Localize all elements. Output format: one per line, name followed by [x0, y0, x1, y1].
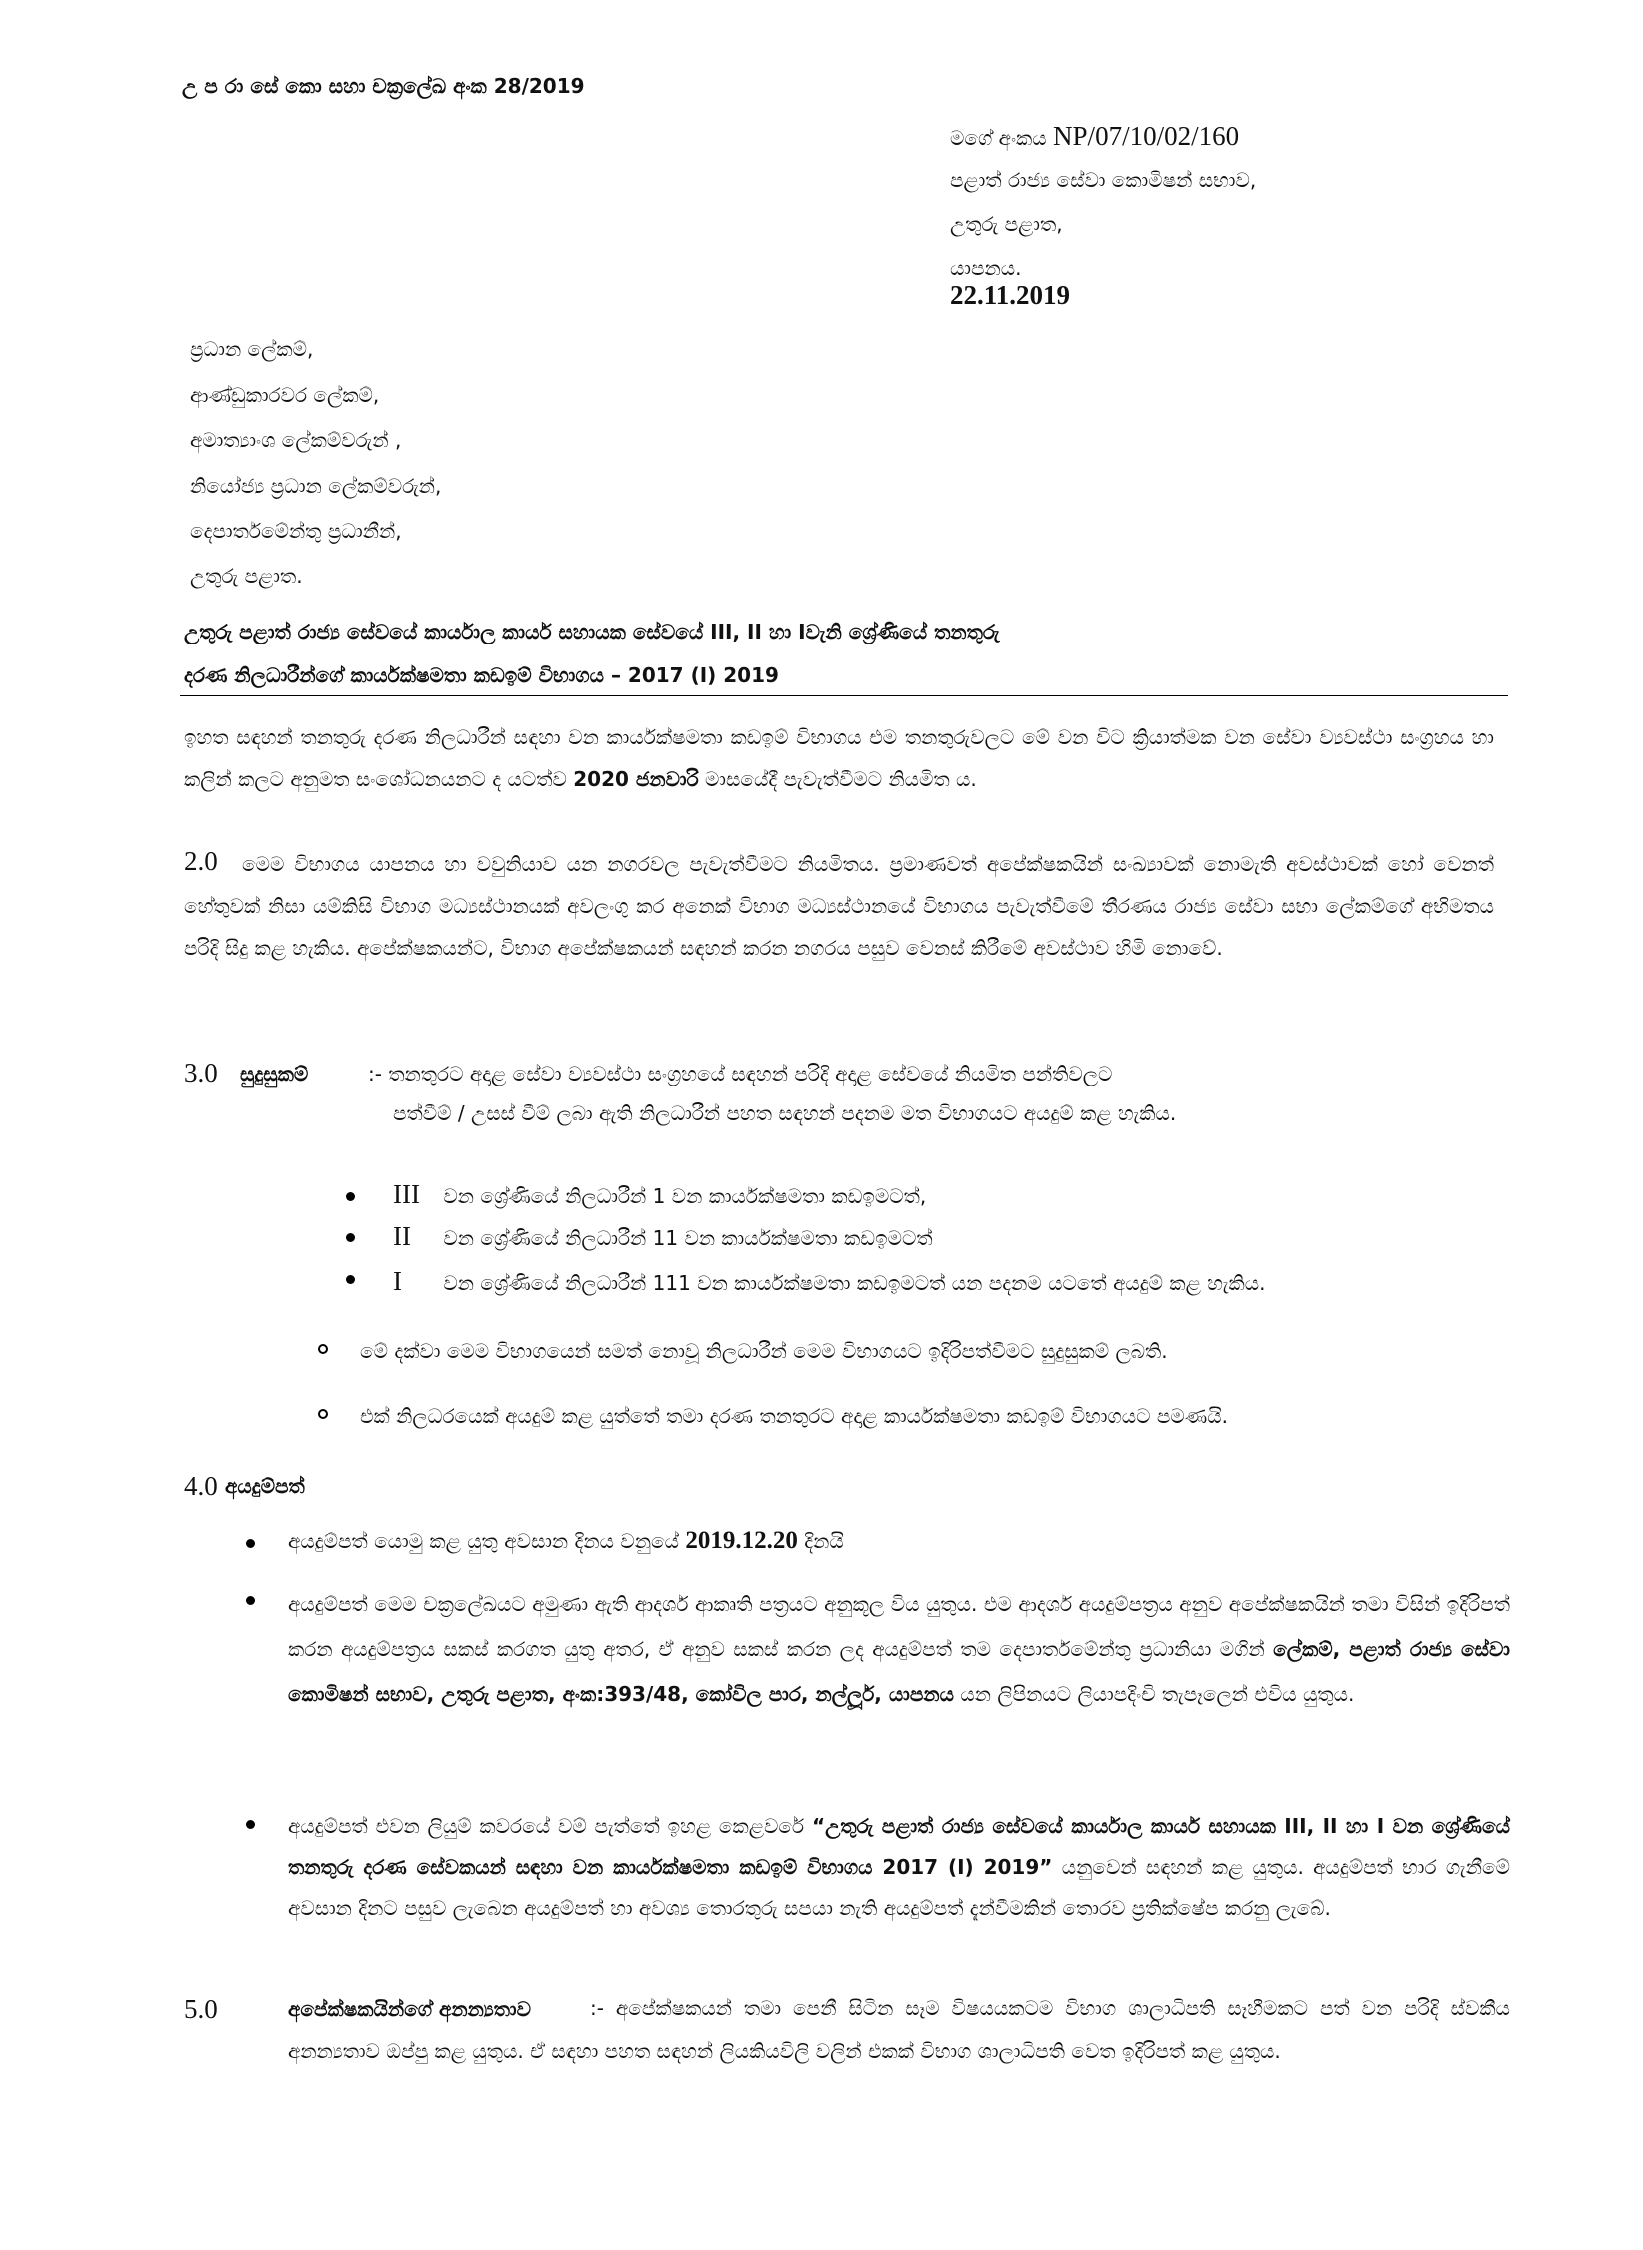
addressee-6: උතුරු පළාත.	[190, 564, 303, 588]
grade-label: II	[393, 1221, 411, 1251]
envelope-end: යනුවෙන් සඳහන් කළ යුතුය. අයදුම්පත් භාර ගැනීමේ අවසාන දිනට පසුව ලැබෙන අයදුම්පත් හා අවශ්‍ය තොරතුරු සපයා නැති අයදුම්පත් දැන්වීමකින් තොරව ප්‍රතික්ෂේප කරනු ලැබේ.	[288, 1855, 1510, 1920]
circular-number: උ ප රා සේ කො සහා චක්‍රලේඛ අංක 28/2019	[182, 74, 585, 98]
subject-underline	[180, 695, 1508, 696]
section-5-text: :- අපේක්ෂකයන් තමා පෙනී සිටින සෑම විෂයයකටම විභාග ශාලාධිපති සෑහීමකට පත් වන පරිදි ස්වකීය අනන්‍යතාව ඔප්පු කළ යුතුය. ඒ සඳහා පහත සඳහන් ලියකියවිලි වලින් එකක් විභාග ශාලාධිපති වෙත ඉදිරිපත් කළ යුතුය.	[288, 1996, 1510, 2063]
addressee-5: දෙපාර්තමේන්තු ප්‍රධානීන්,	[190, 519, 402, 543]
office-line-3: යාපනය.	[950, 256, 1022, 280]
grade-III-item	[393, 1178, 926, 1210]
grade-label: III	[393, 1179, 420, 1209]
envelope-item	[288, 1806, 1510, 1929]
format-text: අයදුම්පත් මෙම චක්‍රලේඛයට අමුණා ඇති ආදර්ශ ආකෘති පත්‍රයට අනුකූල විය යුතුය. එම ආදර්ශ අයදුම්පත්‍රය අනුව අපේක්ෂකයින් තමා විසින් ඉදිරිපත් කරන අයදුම්පත්‍රය සකස් කරගත යුතු අතර, ඒ අනුව සකස් කරන ලද අයදුම්පත් තම දෙපාර්තමේන්තු ප්‍රධානියා මගින්	[288, 1592, 1510, 1661]
intro-text: ඉහත සඳහන් තනතුරු දරණ නිලධාරීන් සඳහා වන කාර්යක්ෂමතා කඩඉම් විභාගය එම තනතුරුවලට මේ වන විට ක්‍රියාත්මක වන සේවා ව්‍යවස්ථා සංග්‍රහය හා කලින් කලට අනුමත සංශෝධනයනට ද යටත්ව	[184, 725, 1494, 791]
section-3-number: 3.0	[184, 1058, 218, 1088]
intro-month: 2020 ජනවාරි	[573, 767, 699, 791]
grade-label: I	[393, 1266, 402, 1296]
intro-paragraph	[184, 716, 1494, 800]
bullet-dot	[346, 1192, 355, 1201]
my-number-value: NP/07/10/02/160	[1053, 121, 1240, 151]
section-3-intro-a: :- තනතුරට අදාළ සේවා ව්‍යවස්ථා සංග්‍රහයේ සඳහන් පරිදි අදාළ සේවයේ නියමිත පන්තිවලට	[368, 1062, 1113, 1086]
section-5-number: 5.0	[184, 1994, 218, 2024]
reference-block	[950, 120, 1239, 152]
format-end: යන ලිපිනයට ලියාපදිංචි තැපෑලෙන් එවිය යුතුය.	[960, 1682, 1355, 1706]
grade-I-item	[393, 1262, 1488, 1304]
bullet-dot	[346, 1275, 355, 1284]
section-5-heading: අපේක්ෂකයින්ගේ අනන්‍යතාව	[288, 1997, 531, 2021]
grade-text: වන ශ්‍රේණියේ නිලධාරීන් 1 වන කාර්යක්ෂමතා කඩඉමටත්,	[443, 1184, 927, 1208]
section-3-note-1: මේ දක්වා මෙම විභාගයෙන් සමත් නොවූ නිලධාරීන් මෙම විභාගයට ඉදිරිපත්වීමට සුදුසුකම් ලබති.	[360, 1339, 1168, 1363]
envelope-title: “උතුරු පළාත් රාජ්‍ය සේවයේ කාර්යාල කාර්ය සහායක III, II හා I වන ශ්‍රේණියේ තනතුරු දරණ සේවකයන් සඳහා වන කාර්යක්ෂමතා කඩඉම් විභාගය 2017 (I) 2019”	[288, 1814, 1511, 1879]
section-4-heading: අයදුම්පත්	[225, 1474, 305, 1498]
grade-text: වන ශ්‍රේණියේ නිලධාරීන් 11 වන කාර්යක්ෂමතා කඩඉමටත්	[443, 1226, 933, 1250]
intro-end: මාසයේදී පැවැත්වීමට නියමිත ය.	[705, 767, 977, 791]
addressee-1: ප්‍රධාන ලේකම්,	[190, 337, 314, 361]
section-2-number: 2.0	[184, 846, 218, 876]
section-3-intro-b: පත්වීම් / උසස් වීම් ලබා ඇති නිලධාරීන් පහත සඳහන් පදනම මත විභාගයට අයදුම් කළ හැකිය.	[393, 1101, 1177, 1125]
bullet-dot	[246, 1820, 255, 1829]
envelope-text: අයදුම්පත් එවන ලියුම් කවරයේ වම් පැත්තේ ඉහළ කෙළවරේ	[288, 1814, 805, 1838]
addressee-2: ආණ්ඩුකාරවර ලේකම්,	[190, 383, 380, 407]
application-format-item	[288, 1582, 1510, 1717]
subject-line-2: දරණ නිලධාරීන්ගේ කාර්යක්ෂමතා කඩඉම් විභාගය – 2017 (I) 2019	[184, 663, 779, 687]
note-circle-bullet	[318, 1344, 328, 1354]
section-2-text: මෙම විභාගය යාපනය හා වවුනියාව යන නගරවල පැවැත්වීමට නියමිතය. ප්‍රමාණවත් අපේක්ෂකයින් සංඛ්‍යාවක් නොමැති අවස්ථාවක් හෝ වෙනත් හේතුවක් නිසා යම්කිසි විභාග මධ්‍යස්ථානයක් අවලංගු කර අනෙක් විභාග මධ්‍යස්ථානයේ විභාගය පැවැත්වීමේ තීරණය රාජ්‍ය සේවා සභා ලේකම්ගේ අභිමතය පරිදි සිදු කළ හැකිය. අපේක්ෂකයන්ට, විභාග අපේක්ෂකයන් සඳහන් කරන නගරය පසුව වෙනස් කිරීමේ අවස්ථාව හිමි නොවේ.	[184, 852, 1494, 960]
deadline-text: අයදුම්පත් යොමු කළ යුතු අවසාන දිනය වනුයේ	[288, 1529, 679, 1553]
office-line-1: පළාත් රාජ්‍ය සේවා කොමිෂන් සභාව,	[950, 168, 1257, 192]
format-address: ලේකම්, පළාත් රාජ්‍ය සේවා කොමිෂන් සභාව, උතුරු පළාත, අංක:393/48, කෝවිල පාර, නල්ලූර්, යාපනය	[288, 1637, 1511, 1706]
grade-text: වන ශ්‍රේණියේ නිලධාරීන් 111 වන කාර්යක්ෂමතා කඩඉමටත් යන පදනම යටතේ අයදුම් කළ හැකිය.	[443, 1271, 1266, 1295]
section-3-heading: සුදුසුකම්	[240, 1062, 309, 1086]
bullet-dot	[246, 1596, 255, 1605]
addressee-3: අමාත්‍යාංශ ලේකම්වරුන් ,	[190, 428, 402, 452]
bullet-dot	[246, 1539, 255, 1548]
deadline-end: දිනයි	[804, 1529, 844, 1553]
letter-date: 22.11.2019	[950, 280, 1071, 310]
section-3-note-2: එක් නිලධරයෙක් අයදුම් කළ යුත්තේ තමා දරණ තනතුරට අදාළ කාර්යක්ෂමතා කඩඉම් විභාගයට පමණයි.	[360, 1404, 1229, 1428]
note-circle-bullet	[318, 1409, 328, 1419]
section-4-number: 4.0	[184, 1471, 218, 1501]
deadline-item	[288, 1526, 844, 1556]
my-number-label: මගේ අංකය	[950, 126, 1047, 150]
subject-line-1: උතුරු පළාත් රාජ්‍ය සේවයේ කාර්යාල කාර්ය සහායක සේවයේ III, II හා Iවැනි ශ්‍රේණියේ තනතුරු	[184, 620, 1000, 644]
bullet-dot	[346, 1233, 355, 1242]
grade-II-item	[393, 1220, 933, 1252]
addressee-4: නියෝජ්‍ය ප්‍රධාන ලේකම්වරුන්,	[190, 474, 442, 498]
office-line-2: උතුරු පළාත,	[950, 212, 1063, 236]
deadline-date: 2019.12.20	[685, 1527, 798, 1554]
